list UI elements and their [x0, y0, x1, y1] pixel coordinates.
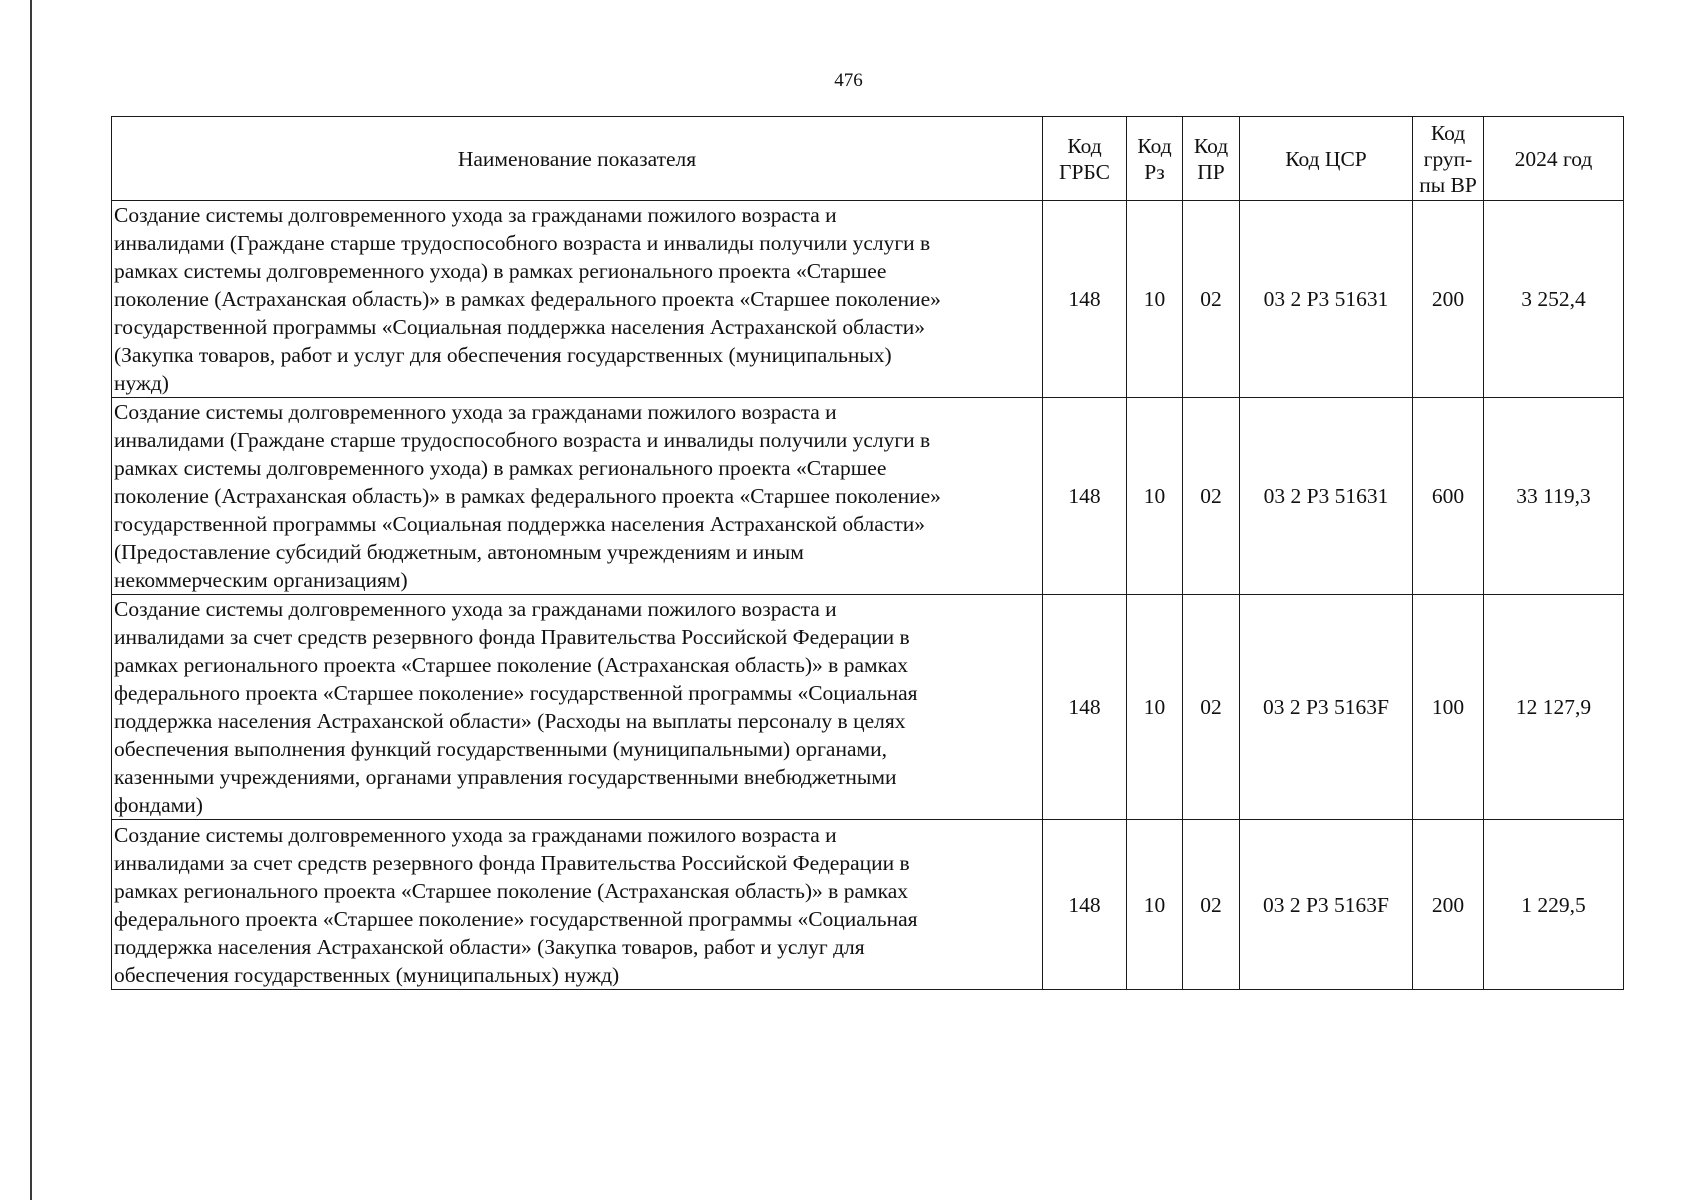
- page-number: 476: [834, 70, 863, 91]
- row-name: Создание системы долговременного ухода за гражданами пожилого возраста и инвалидами за счет средств резервного фонда Правительства Российской Федерации в рамках регионального проекта «Старшее поколение (Астраханская область)» в рамках федерального проекта «Старшее поколение» государственной программы «Социальная поддержка населения Астраханской области» (Расходы на выплаты персоналу в целях обеспечения выполнения функций государственными (муниципальными) органами, казенными учреждениями, органами управления государственными внебюджетными фондами): [112, 595, 1043, 820]
- row-rz: 10: [1127, 595, 1183, 820]
- row-grbs: 148: [1043, 820, 1127, 990]
- row-pr: 02: [1183, 820, 1240, 990]
- row-amount: 12 127,9: [1484, 595, 1624, 820]
- scan-edge-line: [30, 0, 32, 1200]
- row-rz: 10: [1127, 201, 1183, 398]
- row-csr: 03 2 P3 51631: [1240, 201, 1413, 398]
- row-vr: 200: [1413, 820, 1484, 990]
- header-year: 2024 год: [1484, 117, 1624, 201]
- row-rz: 10: [1127, 820, 1183, 990]
- row-grbs: 148: [1043, 201, 1127, 398]
- row-amount: 3 252,4: [1484, 201, 1624, 398]
- table-row: [112, 201, 1624, 398]
- header-csr: Код ЦСР: [1240, 117, 1413, 201]
- table-row: [112, 398, 1624, 595]
- header-pr: Код ПР: [1183, 117, 1240, 201]
- row-name: Создание системы долговременного ухода за гражданами пожилого возраста и инвалидами (Граждане старше трудоспособного возраста и инвалиды получили услуги в рамках системы долговременного ухода) в рамках регионального проекта «Старшее поколение (Астраханская область)» в рамках федерального проекта «Старшее поколение» государственной программы «Социальная поддержка населения Астраханской области» (Предоставление субсидий бюджетным, автономным учреждениям и иным некоммерческим организациям): [112, 398, 1043, 595]
- row-csr: 03 2 P3 51631: [1240, 398, 1413, 595]
- header-name: Наименование показателя: [112, 117, 1043, 201]
- row-name: Создание системы долговременного ухода за гражданами пожилого возраста и инвалидами (Граждане старше трудоспособного возраста и инвалиды получили услуги в рамках системы долговременного ухода) в рамках регионального проекта «Старшее поколение (Астраханская область)» в рамках федерального проекта «Старшее поколение» государственной программы «Социальная поддержка населения Астраханской области» (Закупка товаров, работ и услуг для обеспечения государственных (муниципальных) нужд): [112, 201, 1043, 398]
- table-row: [112, 820, 1624, 990]
- row-rz: 10: [1127, 398, 1183, 595]
- row-pr: 02: [1183, 201, 1240, 398]
- row-vr: 200: [1413, 201, 1484, 398]
- header-grbs: Код ГРБС: [1043, 117, 1127, 201]
- row-grbs: 148: [1043, 595, 1127, 820]
- row-vr: 100: [1413, 595, 1484, 820]
- row-pr: 02: [1183, 595, 1240, 820]
- row-vr: 600: [1413, 398, 1484, 595]
- row-csr: 03 2 P3 5163F: [1240, 820, 1413, 990]
- row-grbs: 148: [1043, 398, 1127, 595]
- row-name: Создание системы долговременного ухода за гражданами пожилого возраста и инвалидами за счет средств резервного фонда Правительства Российской Федерации в рамках регионального проекта «Старшее поколение (Астраханская область)» в рамках федерального проекта «Старшее поколение» государственной программы «Социальная поддержка населения Астраханской области» (Закупка товаров, работ и услуг для обеспечения государственных (муниципальных) нужд): [112, 820, 1043, 990]
- header-rz: Код Рз: [1127, 117, 1183, 201]
- header-vr: Код груп- пы ВР: [1413, 117, 1484, 201]
- budget-table: [111, 116, 1624, 990]
- row-amount: 1 229,5: [1484, 820, 1624, 990]
- table-row: [112, 595, 1624, 820]
- row-csr: 03 2 P3 5163F: [1240, 595, 1413, 820]
- row-amount: 33 119,3: [1484, 398, 1624, 595]
- row-pr: 02: [1183, 398, 1240, 595]
- table-header-row: [112, 117, 1624, 201]
